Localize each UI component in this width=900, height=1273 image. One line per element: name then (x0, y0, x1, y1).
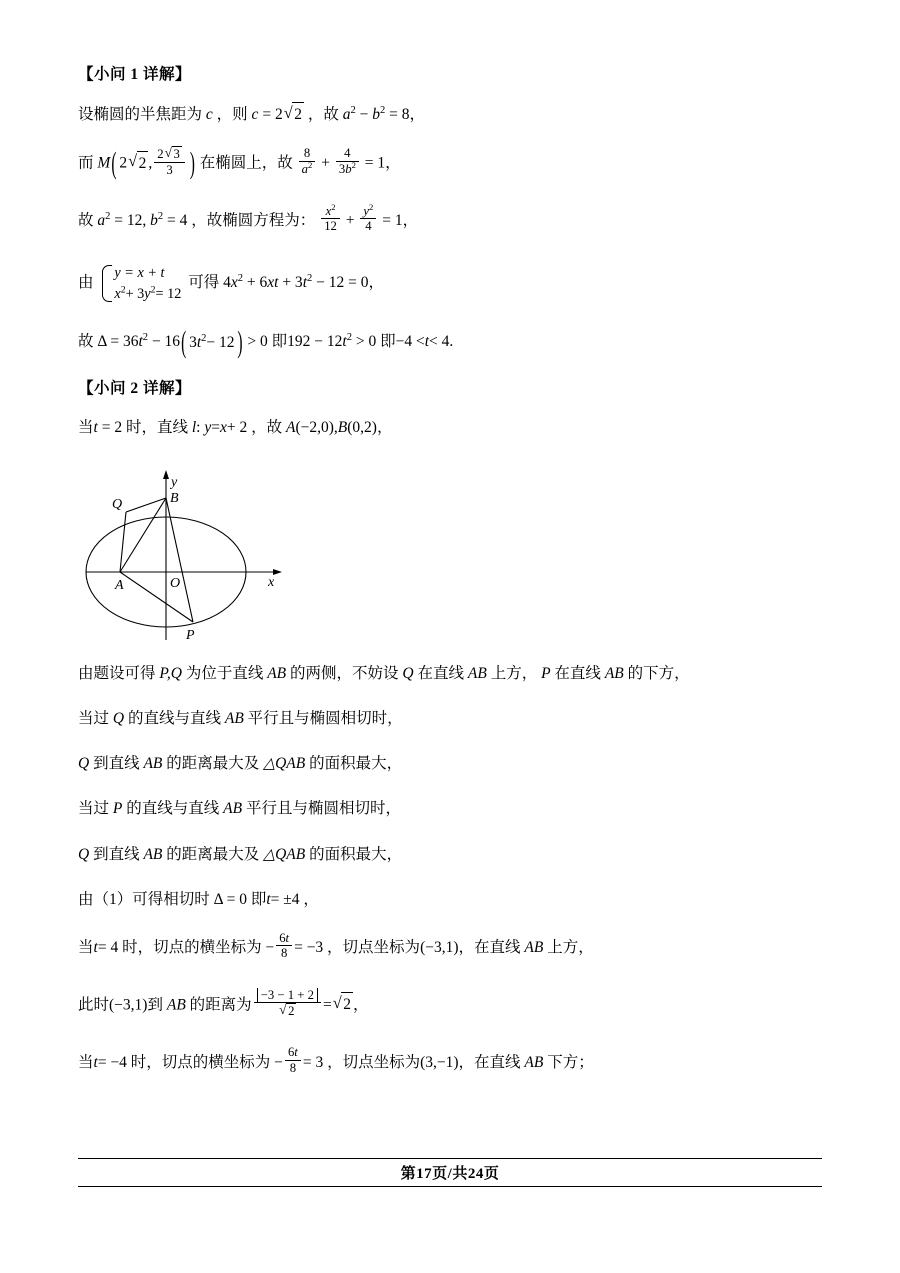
q6-b: 的距离最大及 (166, 845, 260, 863)
q1-b: = 2 时，直线 (101, 419, 188, 437)
p3-plus: + (345, 212, 355, 230)
q2-PQ: P,Q (159, 664, 182, 682)
q2-Q: Q (402, 664, 414, 682)
label-point-B: B (170, 490, 179, 506)
q7-a: 由（1）可得相切时 Δ = 0 即 (78, 890, 267, 908)
q1-end: ， (376, 419, 393, 437)
q3-c: 平行且与椭圆相切时， (247, 709, 403, 727)
q1-t: t (93, 419, 98, 437)
page-content (78, 62, 822, 1101)
q1-A: A (285, 419, 296, 437)
q5-c: 平行且与椭圆相切时， (245, 800, 401, 818)
q8-frac: $\frac{6t}{8}$ (276, 931, 292, 962)
q8-d: ，在直线 (458, 939, 521, 957)
q10-frac-num: 6t (287, 1045, 298, 1060)
q1-B: B (337, 419, 348, 437)
q10-c: = 3 ，切点坐标为 (302, 1053, 421, 1071)
q6-triangle: △QAB (263, 845, 306, 863)
q10-d: ，在直线 (458, 1053, 521, 1071)
p3-end: ， (402, 212, 419, 230)
p5-text-b: − 16 (151, 333, 181, 351)
q9-frac (254, 988, 321, 1020)
q1-eq: = (211, 419, 220, 437)
q6-Q: Q (78, 845, 90, 863)
paragraph-q1 (78, 416, 822, 439)
p1-two: 2 (274, 106, 283, 123)
q1-l: l (191, 419, 197, 437)
p5-text-e: > 0 即 (355, 333, 396, 351)
p5-text-a: 故 Δ = 36 (78, 333, 139, 351)
q9-eq: = (322, 996, 332, 1014)
p2-eq: = 1 (364, 154, 386, 172)
p3-var-b: b (150, 212, 158, 230)
q5-a: 当过 (78, 800, 110, 818)
paragraph-3: 故 $a^2 = 12$, $b^2 = 4$ ，故椭圆方程为： $\frac{x^2}{12}$ + $\frac{y^2}{4}$ = 1， (78, 201, 419, 234)
q3-a: 当过 (78, 709, 110, 727)
p4-xt: xt (267, 274, 279, 292)
p1-var-c2: c (251, 106, 259, 123)
paragraph-q10 (78, 1045, 822, 1079)
p5-text-c: > 0 即 (247, 333, 288, 351)
q6-c: 的面积最大， (309, 845, 403, 863)
sqrt-2: √ 2 (284, 102, 304, 126)
q5-b: 的直线与直线 (126, 800, 220, 818)
q8-AB: AB (524, 939, 544, 957)
q4-Q: Q (78, 755, 90, 773)
p4-text-c: + 6 (246, 274, 268, 292)
p4-text-a: 由 (78, 274, 94, 292)
p3-text-a: 故 (78, 212, 94, 230)
q2-e: 上方， (490, 664, 538, 682)
q1-comma: , (333, 419, 338, 437)
p4-text-d: + 3 (282, 274, 303, 292)
p1-minus: − (359, 106, 369, 123)
p5-var-t: t (424, 333, 430, 351)
section-heading-2: 【小问 2 详解】 (78, 380, 192, 398)
q9-b: 到 (147, 996, 163, 1014)
q5-AB: AB (223, 800, 243, 818)
q4-a: 到直线 (93, 755, 140, 773)
ellipse-figure-svg (78, 462, 378, 652)
p2-sqrt-1: √ 2 (128, 151, 148, 175)
q10-e: 下方； (547, 1053, 594, 1071)
q1-y: y (204, 419, 212, 437)
p4-t: t (302, 274, 307, 292)
p5-t2: t (342, 333, 347, 351)
p5-text-d: 192 − 12 (287, 333, 343, 351)
q1-a: 当 (78, 419, 94, 437)
q2-g: 的下方， (627, 664, 690, 682)
q2-a: 由题设可得 (78, 664, 156, 682)
p2-end: ， (385, 154, 401, 172)
p4-end: ， (368, 274, 385, 292)
q9-a: 此时 (78, 996, 110, 1014)
q7-b: = ±4 ， (270, 890, 319, 908)
q3-Q: Q (112, 709, 125, 727)
p5-text-g: < 4 (429, 333, 450, 351)
p2-frac-2: $\frac{8}{a^2}$ (299, 146, 316, 177)
p1-text-b: ，则 (216, 106, 248, 123)
q2-f: 在直线 (554, 664, 601, 682)
p5-end: . (449, 333, 454, 351)
p3-frac2-num: $y^2$ (363, 201, 374, 218)
p2-frac1-den: 3 (154, 162, 185, 178)
p2-frac-1 (154, 146, 185, 178)
label-point-A: A (115, 577, 124, 593)
q9-frac-num: −3 − 1 + 2 (254, 988, 321, 1003)
q6-a: 到直线 (93, 845, 140, 863)
q8-frac-num: 6t (279, 930, 290, 945)
label-x-axis: x (268, 574, 275, 590)
q2-b: 为位于直线 (185, 664, 264, 682)
q2-P: P (541, 664, 551, 682)
p5-t: t (138, 333, 143, 351)
paragraph-5: 故 $\Delta = 36t^2 - 16$ ( $3t^2- 12$ ) > 0 即$192 - 12t^2 > 0$ 即−4 <t< 4. (78, 330, 822, 354)
p4-text-b: 可得 4 (188, 274, 231, 292)
p3-text-b: ，故椭圆方程为： (191, 212, 316, 230)
paragraph-q2 (78, 662, 822, 685)
q8-pt: (−3,1) (420, 939, 459, 957)
section-heading-1: 【小问 1 详解】 (78, 66, 192, 83)
q10-t: t (93, 1053, 98, 1071)
paragraph-q8 (78, 930, 822, 964)
p1-var-c: c (205, 106, 213, 123)
q9-c: 的距离为 (189, 996, 252, 1014)
p2-text-b: 在椭圆上，故 (199, 154, 293, 172)
q8-b: = 4 时，切点的横坐标为 − (97, 939, 275, 957)
q10-AB: AB (524, 1053, 544, 1071)
q2-AB1: AB (267, 664, 287, 682)
q7-t: t (266, 890, 271, 908)
p3-eq: = 1 (382, 212, 403, 230)
p2-plus: + (321, 154, 330, 172)
paragraph-4: 由 y = x + t $x^2+ 3y^2= 12$ 可得 $4x^2 + 6xt + 3t^2 - 12 = 0$， (78, 263, 822, 304)
equation-system (100, 263, 181, 304)
q2-d: 在直线 (417, 664, 464, 682)
p1-text-d: ，故 (307, 106, 339, 123)
q1-Bp: (0,2) (347, 419, 377, 437)
q1-x: x (219, 419, 227, 437)
q8-a: 当 (78, 939, 94, 957)
label-origin: O (170, 575, 181, 591)
p1-text-a: 设椭圆的半焦距为 (78, 106, 203, 123)
p5-text-f: −4 < (395, 333, 425, 351)
system-row-1: y = x + t (114, 264, 165, 281)
ellipse-diagram (78, 462, 822, 652)
paragraph-q6 (78, 843, 822, 866)
q3-b: 的直线与直线 (127, 709, 221, 727)
paragraph-1 (78, 102, 822, 126)
q10-frac: $\frac{6t}{8}$ (285, 1045, 301, 1076)
system-row-2: $x^2+ 3y^2= 12$ (114, 283, 182, 302)
p3-frac-1: $\frac{x^2}{12}$ (321, 204, 340, 235)
q4-AB: AB (143, 755, 163, 773)
label-point-P: P (186, 627, 195, 643)
page-footer (0, 1158, 900, 1187)
q10-a: 当 (78, 1053, 94, 1071)
q8-t: t (93, 939, 98, 957)
p3-12: = 12, (114, 212, 147, 230)
p5-bigparen: ( $3t^2- 12$ ) (180, 331, 243, 354)
p1-var-a: a (342, 106, 351, 123)
p2-var-M: M (97, 154, 111, 172)
q2-AB3: AB (604, 664, 624, 682)
q9-end: ， (352, 996, 369, 1014)
q2-AB2: AB (467, 664, 487, 682)
q3-AB: AB (224, 709, 244, 727)
p3-frac-2: $\frac{y^2}{4}$ (360, 204, 376, 235)
q10-b: = −4 时，切点的横坐标为 − (97, 1053, 283, 1071)
p2-frac-3: $\frac{4}{3b^2}$ (336, 146, 359, 177)
q4-b: 的距离最大及 (166, 755, 260, 773)
q4-triangle: △QAB (263, 755, 306, 773)
p2-text-a: 而 (78, 154, 94, 172)
label-point-Q: Q (112, 496, 123, 512)
p2-comma: , (148, 154, 153, 172)
q8-c: = −3 ，切点坐标为 (294, 939, 421, 957)
p2-frac1-num: 2 √ 3 (154, 146, 185, 162)
q9-sqrt2: √ 2 (333, 992, 353, 1016)
p3-4: = 4 (167, 212, 188, 230)
p2-x1: 2 (119, 154, 128, 172)
q8-e: 上方， (547, 939, 594, 957)
p1-end: ， (409, 106, 426, 123)
q1-Ap: (−2,0) (295, 419, 334, 437)
q1-e: + 2 ，故 (226, 419, 283, 437)
q5-P: P (112, 800, 123, 818)
q9-AB: AB (166, 996, 186, 1014)
p2-frac2-den: $a^2$ (299, 161, 316, 177)
paragraph-q3 (78, 707, 822, 730)
q9-frac-den: √ 2 (254, 1002, 321, 1019)
paragraph-q4 (78, 752, 822, 775)
paragraph-q7 (78, 888, 822, 911)
q10-pt: (3,−1) (420, 1053, 459, 1071)
p2-bigparen (110, 148, 196, 180)
q6-AB: AB (143, 845, 163, 863)
p4-x: x (230, 274, 238, 292)
label-y-axis: y (171, 474, 178, 490)
p4-text-e: − 12 = 0 (316, 274, 369, 292)
p1-eq: = (262, 106, 272, 123)
paragraph-q5 (78, 797, 822, 820)
p1-exp-a: 2 (350, 104, 356, 116)
p3-var-a: a (97, 212, 106, 230)
paragraph-2 (78, 148, 822, 180)
p1-eq8: = 8 (389, 106, 410, 123)
p3-frac1-num: $x^2$ (325, 201, 336, 218)
p1-exp-b: 2 (379, 104, 386, 116)
page-number-label: 第17页/共24页 (78, 1158, 822, 1187)
q9-pt: (−3,1) (109, 996, 148, 1014)
p1-var-b: b (372, 106, 380, 123)
p2-frac3-den: $3b^2$ (336, 161, 359, 177)
q2-c: 的两侧，不妨设 (290, 664, 399, 682)
q4-c: 的面积最大， (309, 755, 403, 773)
paragraph-q9 (78, 987, 822, 1022)
q1-colon: : (196, 419, 201, 437)
